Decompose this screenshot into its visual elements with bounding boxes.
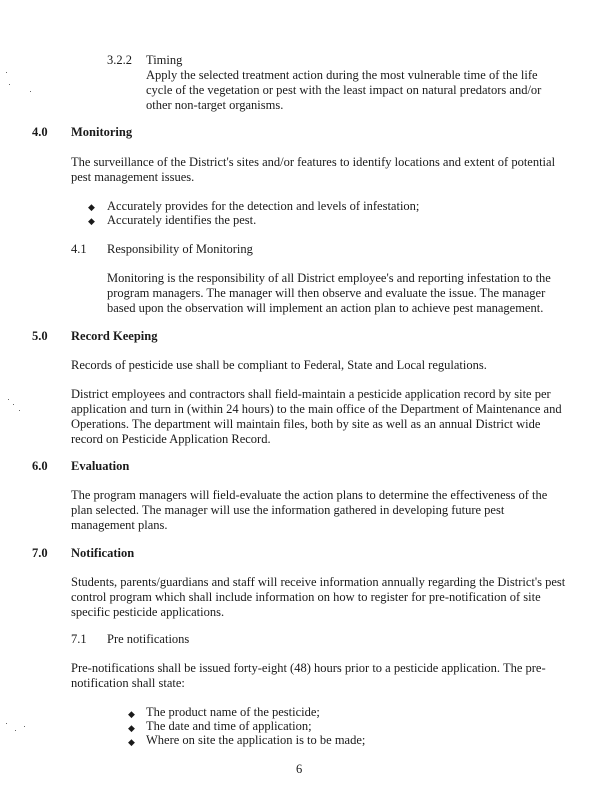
text-line: The program managers will field-evaluate the action plans to determine the effectiveness of the — [71, 488, 548, 502]
text-line: specific pesticide applications. — [71, 605, 225, 619]
notification-paragraph — [71, 575, 565, 620]
subsection-title-responsibility: Responsibility of Monitoring — [107, 242, 253, 256]
record-keeping-paragraph-2 — [71, 387, 562, 447]
text-line: cycle of the vegetation or pest with the least impact on natural predators and/or — [146, 83, 542, 97]
bullet-icon: ◆ — [128, 723, 135, 733]
subsection-number-4-1: 4.1 — [71, 242, 87, 256]
section-title-monitoring: Monitoring — [71, 125, 133, 139]
text-line: notification shall state: — [71, 676, 185, 690]
text-line: other non-target organisms. — [146, 98, 284, 112]
subsection-number-7-1: 7.1 — [71, 632, 87, 646]
bullet-icon: ◆ — [128, 737, 135, 747]
text-line: District employees and contractors shall field-maintain a pesticide application record by site per — [71, 387, 551, 401]
bullet-icon: ◆ — [88, 202, 95, 212]
text-line: record on Pesticide Application Record. — [71, 432, 271, 446]
text-line: Pre-notifications shall be issued forty-eight (48) hours prior to a pesticide application. The pre- — [71, 661, 546, 675]
pre-notification-paragraph — [71, 661, 546, 691]
text-line: application and turn in (within 24 hours) to the main office of the Department of Maintenance and — [71, 402, 562, 416]
record-keeping-paragraph-1: Records of pesticide use shall be compliant to Federal, State and Local regulations. — [71, 358, 487, 372]
text-line: Apply the selected treatment action during the most vulnerable time of the life — [146, 68, 538, 82]
page-number: 6 — [296, 762, 303, 776]
pre-notification-bullet: The product name of the pesticide; — [146, 705, 320, 719]
section-number-5: 5.0 — [32, 329, 48, 343]
subsection-title-timing: Timing — [146, 53, 183, 67]
evaluation-paragraph — [71, 488, 547, 533]
text-line: Operations. The department will maintain files, both by site as well as an annual District wide — [71, 417, 541, 431]
text-line: management plans. — [71, 518, 168, 532]
responsibility-paragraph — [107, 271, 551, 316]
text-line: pest management issues. — [71, 170, 195, 184]
text-line: The surveillance of the District's sites and/or features to identify locations and extent of potential — [71, 155, 556, 169]
text-line: Monitoring is the responsibility of all District employee's and reporting infestation to the — [107, 271, 551, 285]
text-line: Students, parents/guardians and staff will receive information annually regarding the District's pest — [71, 575, 566, 589]
text-line: program managers. The manager will then observe and evaluate the issue. The manager — [107, 286, 546, 300]
text-line: plan selected. The manager will use the information gathered in developing future pest — [71, 503, 505, 517]
subsection-number-3-2-2: 3.2.2 — [107, 53, 132, 67]
section-title-evaluation: Evaluation — [71, 459, 130, 473]
pre-notification-bullet: Where on site the application is to be made; — [146, 733, 366, 747]
text-line: control program which shall include information on how to register for pre-notification of site — [71, 590, 541, 604]
section-title-record-keeping: Record Keeping — [71, 329, 158, 343]
monitoring-intro — [71, 155, 555, 185]
section-title-notification: Notification — [71, 546, 135, 560]
pre-notification-bullet: The date and time of application; — [146, 719, 312, 733]
timing-paragraph — [146, 68, 541, 113]
text-line: based upon the observation will implement an action plan to achieve pest management. — [107, 301, 544, 315]
section-number-4: 4.0 — [32, 125, 48, 139]
section-number-6: 6.0 — [32, 459, 48, 473]
monitoring-bullet: Accurately provides for the detection and levels of infestation; — [107, 199, 420, 213]
bullet-icon: ◆ — [88, 216, 95, 226]
bullet-icon: ◆ — [128, 709, 135, 719]
monitoring-bullet: Accurately identifies the pest. — [107, 213, 257, 227]
section-number-7: 7.0 — [32, 546, 48, 560]
subsection-title-pre-notifications: Pre notifications — [107, 632, 190, 646]
